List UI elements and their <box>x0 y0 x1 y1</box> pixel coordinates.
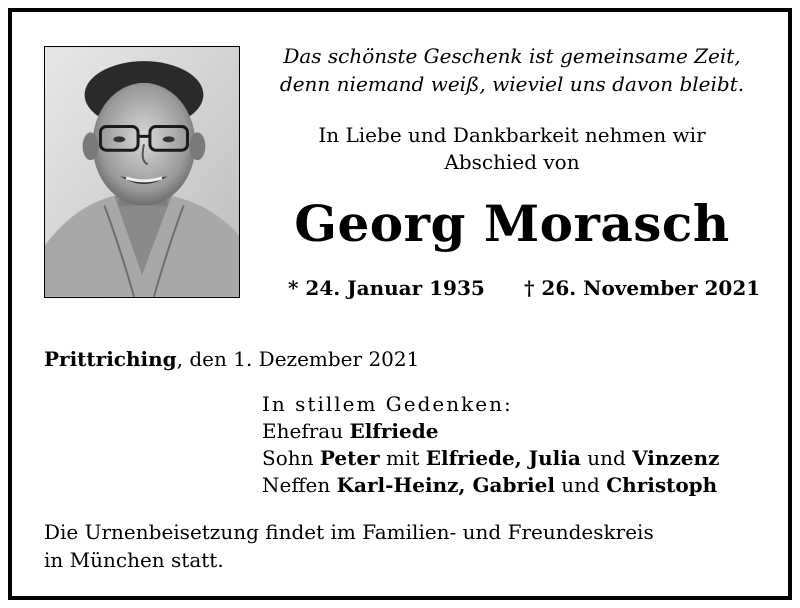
nephews-und: und <box>561 473 600 497</box>
quote-line-2: denn niemand weiß, wieviel uns davon bleibt. <box>279 72 745 96</box>
mourners-heading: In stillem Gedenken: <box>262 392 513 416</box>
nephews-names: Karl-Heinz, Gabriel <box>336 473 555 497</box>
mourner-nephews <box>262 472 719 499</box>
burial-notice <box>44 518 764 574</box>
nephews-last: Christoph <box>606 473 718 497</box>
place-and-date <box>44 345 419 373</box>
quote-line-1: Das schönste Geschenk ist gemeinsame Zeit, <box>283 44 741 68</box>
mourner-wife <box>262 418 719 445</box>
son-family-1: Elfriede, Julia <box>425 446 581 470</box>
burial-line-2: in München statt. <box>44 548 224 572</box>
obituary-frame <box>8 8 792 600</box>
birth-date: * 24. Januar 1935 <box>288 276 485 300</box>
portrait-illustration <box>45 47 239 297</box>
son-name: Peter <box>319 446 380 470</box>
nephews-label: Neffen <box>262 473 331 497</box>
son-label: Sohn <box>262 446 314 470</box>
wife-label: Ehefrau <box>262 419 344 443</box>
mourners-block <box>262 391 719 499</box>
quote <box>252 42 772 98</box>
burial-line-1: Die Urnenbeisetzung findet im Familien- und Freundeskreis <box>44 520 654 544</box>
portrait-photo <box>44 46 240 298</box>
son-mit: mit <box>385 446 420 470</box>
son-family-2: Vinzenz <box>632 446 720 470</box>
place-name: Prittriching <box>44 347 177 371</box>
announcement-date: , den 1. Dezember 2021 <box>176 347 420 371</box>
son-und: und <box>587 446 626 470</box>
intro-text <box>252 122 772 176</box>
wife-name: Elfriede <box>349 419 439 443</box>
deceased-name: Georg Morasch <box>294 194 730 253</box>
mourner-son <box>262 445 719 472</box>
intro-line-2: Abschied von <box>444 150 580 174</box>
death-date: † 26. November 2021 <box>524 276 761 300</box>
intro-line-1: In Liebe und Dankbarkeit nehmen wir <box>318 123 706 147</box>
